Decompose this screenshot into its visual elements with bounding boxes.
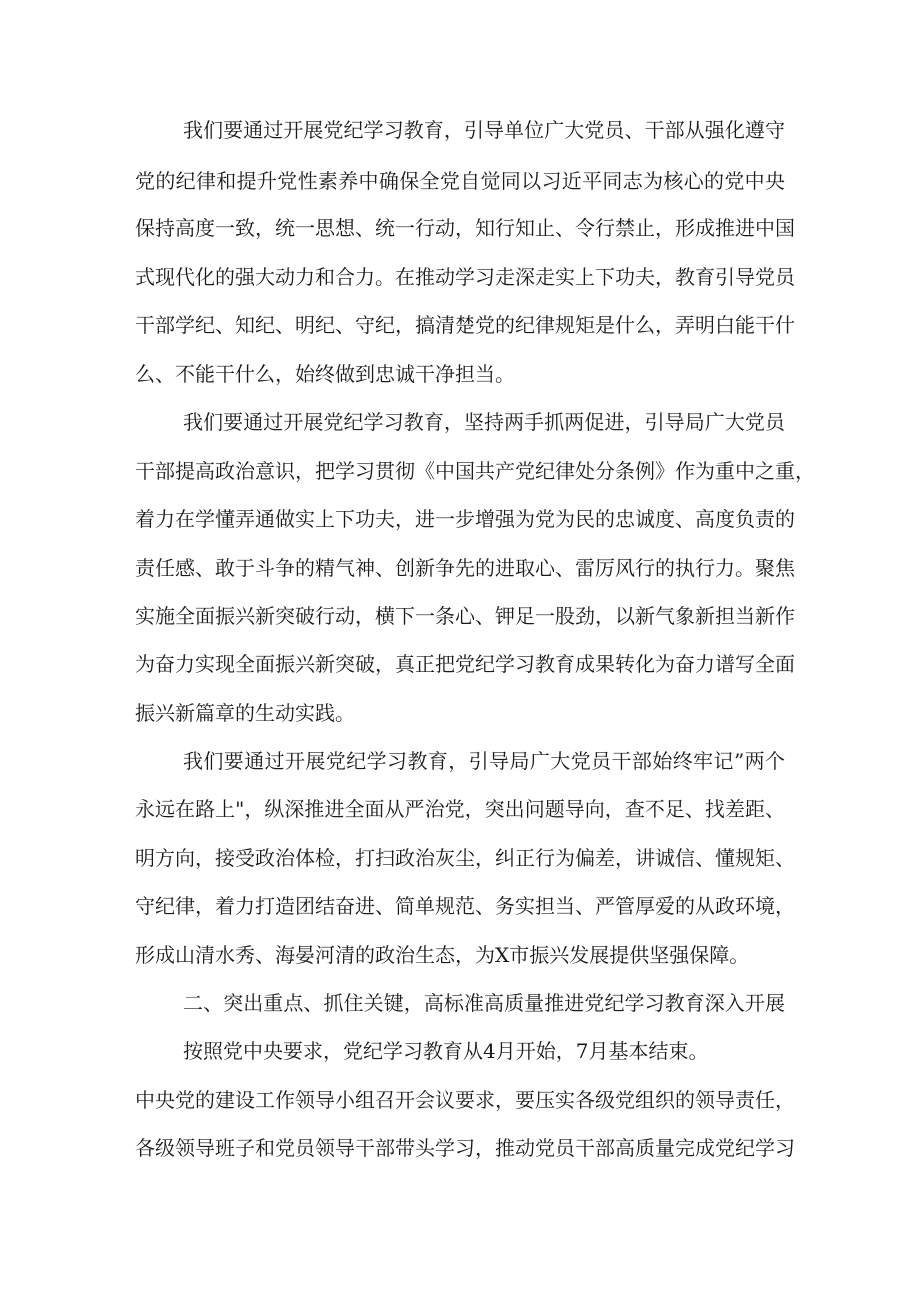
section-heading: 二、突出重点、抓住关键，高标准高质量推进党纪学习教育深入开展 <box>183 991 785 1015</box>
paragraph-4-line-1: 按照党中央要求，党纪学习教育从4月开始，7月基本结束。 <box>183 1039 709 1063</box>
paragraph-1-line-6: 么、不能干什么，始终做到忠诚干净担当。 <box>135 362 515 386</box>
paragraph-5-line-1: 中央党的建设工作领导小组召开会议要求，要压实各级党组织的领导责任， <box>135 1088 795 1112</box>
paragraph-3-line-1: 我们要通过开展党纪学习教育，引导局广大党员干部始终牢记”两个 <box>183 749 785 773</box>
paragraph-2-line-6: 为奋力实现全面振兴新突破，真正把党纪学习教育成果转化为奋力谱写全面 <box>135 652 795 676</box>
paragraph-3-line-4: 守纪律，着力打造团结奋进、简单规范、务实担当、严管厚爱的从政环境， <box>135 894 795 918</box>
paragraph-2-line-2: 干部提高政治意识，把学习贯彻《中国共产党纪律处分条例》作为重中之重， <box>135 459 815 483</box>
paragraph-1-line-4: 式现代化的强大动力和合力。在推动学习走深走实上下功夫，教育引导党员 <box>135 265 795 289</box>
paragraph-1-line-2: 党的纪律和提升党性素养中确保全党自觉同以习近平同志为核心的党中央 <box>135 169 785 193</box>
paragraph-3-line-2: 永远在路上"，纵深推进全面从严治党，突出问题导向，查不足、找差距、 <box>135 797 785 821</box>
paragraph-5-line-2: 各级领导班子和党员领导干部带头学习，推动党员干部高质量完成党纪学习 <box>135 1136 795 1160</box>
paragraph-2-line-5: 实施全面振兴新突破行动，横下一条心、钾足一股劲，以新气象新担当新作 <box>135 604 795 628</box>
paragraph-2-line-1: 我们要通过开展党纪学习教育，坚持两手抓两促进，引导局广大党员 <box>183 410 785 434</box>
paragraph-1-line-3: 保持高度一致，统一思想、统一行动，知行知止、令行禁止，形成推进中国 <box>135 216 795 240</box>
paragraph-2-line-7: 振兴新篇章的生动实践。 <box>135 701 355 725</box>
paragraph-3-line-5: 形成山清水秀、海晏河清的政治生态，为X市振兴发展提供坚强保障。 <box>135 943 750 967</box>
paragraph-1-line-1: 我们要通过开展党纪学习教育，引导单位广大党员、干部从强化遵守 <box>183 118 785 142</box>
paragraph-1-line-5: 干部学纪、知纪、明纪、守纪，搞清楚党的纪律规矩是什么，弄明白能干什 <box>135 313 795 337</box>
paragraph-3-line-3: 明方向，接受政治体检，打扫政治灰尘，纠正行为偏差，讲诚信、懂规矩、 <box>135 846 795 870</box>
paragraph-2-line-3: 着力在学懂弄通做实上下功夫，进一步增强为党为民的忠诚度、高度负责的 <box>135 507 795 531</box>
paragraph-2-line-4: 责任感、敢于斗争的精气神、创新争先的进取心、雷厉风行的执行力。聚焦 <box>135 556 795 580</box>
